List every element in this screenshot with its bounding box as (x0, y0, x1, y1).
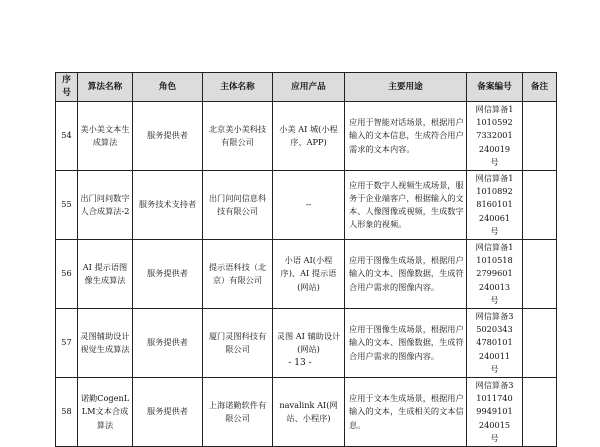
cell-product: 小美 AI 城(小程序、APP) (273, 102, 345, 171)
header-note: 备注 (523, 73, 557, 102)
cell-note (523, 240, 557, 309)
cell-product: -- (273, 171, 345, 240)
cell-algorithm-name: 诺勤CogenLLM文本合成算法 (78, 378, 133, 447)
algorithm-filing-table (55, 72, 557, 447)
cell-usage: 应用于文本生成场景，根据用户输入的文本，生成相关的文本信息。 (345, 378, 467, 447)
cell-entity-name: 厦门灵图科技有限公司 (203, 309, 273, 378)
cell-entity-name: 北京美小美科技有限公司 (203, 102, 273, 171)
cell-role: 服务提供者 (133, 102, 203, 171)
header-entity-name: 主体名称 (203, 73, 273, 102)
table-header-row (56, 73, 557, 102)
table-row (56, 378, 557, 447)
cell-usage: 应用于数字人视频生成场景，服务于企业端客户，根据输入的文本、人像图像或视频，生成数字人形象的视频。 (345, 171, 467, 240)
cell-seq: 57 (56, 309, 78, 378)
table-row (56, 102, 557, 171)
header-usage: 主要用途 (345, 73, 467, 102)
cell-filing-number: 网信算备350203434780101240011 号 (467, 309, 523, 378)
cell-seq: 58 (56, 378, 78, 447)
cell-product: 小语 AI(小程序)、AI 提示语(网站) (273, 240, 345, 309)
cell-role: 服务提供者 (133, 378, 203, 447)
cell-entity-name: 提示语科技（北京）有限公司 (203, 240, 273, 309)
cell-usage: 应用于智能对话场景，根据用户输入的文本信息，生成符合用户需求的文本内容。 (345, 102, 467, 171)
cell-filing-number: 网信算备110105182799601240013 号 (467, 240, 523, 309)
header-product: 应用产品 (273, 73, 345, 102)
cell-role: 服务提供者 (133, 309, 203, 378)
header-role: 角色 (133, 73, 203, 102)
cell-product: 灵图 AI 辅助设计(网站) (273, 309, 345, 378)
cell-usage: 应用于图像生成场景，根据用户输入的文本、图像数据，生成符合用户需求的图像内容。 (345, 240, 467, 309)
cell-seq: 56 (56, 240, 78, 309)
cell-note (523, 378, 557, 447)
page-number: - 13 - (288, 358, 312, 368)
header-seq: 序号 (56, 73, 78, 102)
cell-seq: 54 (56, 102, 78, 171)
cell-algorithm-name: 灵图辅助设计视觉生成算法 (78, 309, 133, 378)
cell-algorithm-name: 美小美文本生成算法 (78, 102, 133, 171)
cell-entity-name: 出门问问信息科技有限公司 (203, 171, 273, 240)
table-row (56, 240, 557, 309)
cell-product: navalink AI(网站、小程序) (273, 378, 345, 447)
table-row (56, 171, 557, 240)
cell-note (523, 171, 557, 240)
cell-filing-number: 网信算备110105927332001240019 号 (467, 102, 523, 171)
cell-entity-name: 上海诺勤软件有限公司 (203, 378, 273, 447)
cell-role: 服务技术支持者 (133, 171, 203, 240)
cell-usage: 应用于图像生成场景，根据用户输入的文本、图像数据，生成符合用户需求的图像内容。 (345, 309, 467, 378)
header-filing-number: 备案编号 (467, 73, 523, 102)
cell-seq: 55 (56, 171, 78, 240)
cell-note (523, 102, 557, 171)
cell-algorithm-name: 出门问问数字人合成算法-2 (78, 171, 133, 240)
header-algorithm-name: 算法名称 (78, 73, 133, 102)
cell-filing-number: 网信算备110108928160101240061 号 (467, 171, 523, 240)
cell-filing-number: 网信算备310117409949101240015 号 (467, 378, 523, 447)
cell-role: 服务提供者 (133, 240, 203, 309)
cell-algorithm-name: AI 提示语图像生成算法 (78, 240, 133, 309)
